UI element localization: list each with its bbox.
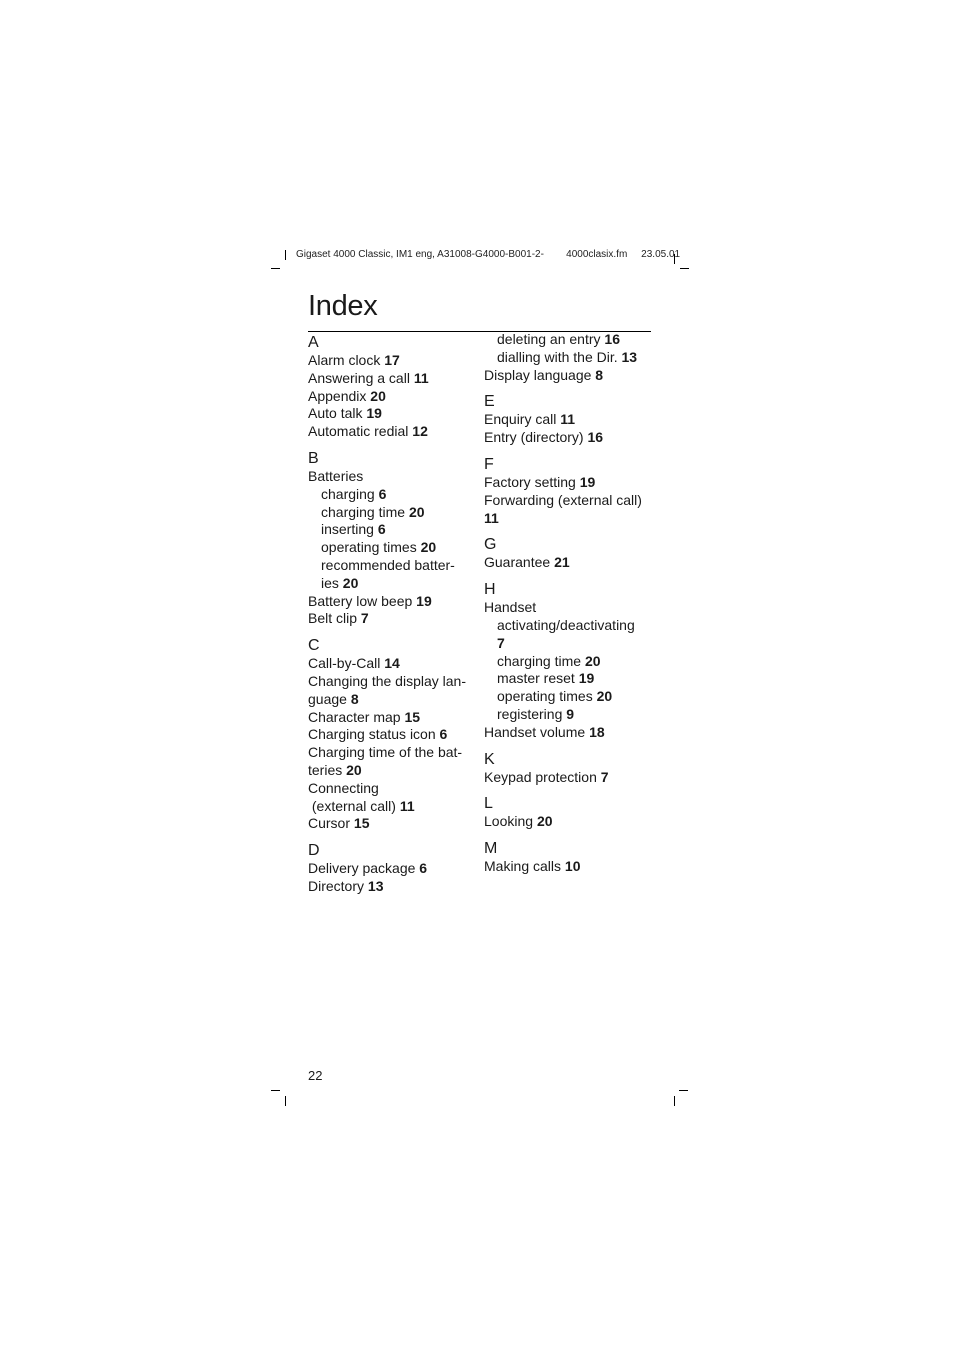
index-entry: [484, 411, 654, 429]
index-entry: [484, 492, 654, 510]
index-section: [308, 333, 478, 441]
entry-page-number: 17: [384, 352, 400, 368]
entry-page-number: 21: [554, 554, 570, 571]
entry-term: Enquiry call: [484, 411, 561, 428]
index-entry: [484, 331, 654, 349]
crop-mark-top-right-h: [680, 268, 689, 269]
index-section: [308, 636, 478, 833]
index-entry: [308, 521, 478, 539]
entry-page-number: 18: [589, 723, 605, 740]
section-letter: L: [484, 795, 493, 813]
index-section: [484, 535, 654, 572]
index-entry: [308, 655, 478, 673]
entry-term: Guarantee: [484, 554, 555, 571]
index-entry: [484, 653, 654, 671]
entry-page-number: 16: [604, 331, 620, 347]
entry-page-number: 9: [566, 705, 575, 722]
entry-term: Character map: [308, 708, 405, 725]
entry-term: teries: [308, 761, 347, 778]
page-number: 22: [308, 1068, 323, 1083]
index-entry: [484, 635, 654, 653]
entry-page-number: 20: [370, 387, 386, 404]
entry-term: Batteries: [308, 467, 364, 484]
entry-term: Looking: [484, 813, 537, 830]
index-column-left: [308, 331, 478, 896]
entry-term: Handset volume: [484, 723, 590, 740]
entry-term: charging: [321, 485, 379, 502]
entry-term: master reset: [497, 670, 579, 687]
section-letter: C: [308, 637, 320, 655]
entry-page-number: 20: [342, 574, 359, 591]
entry-page-number: 19: [578, 670, 595, 687]
index-entry: [308, 593, 478, 611]
entry-term: activating/deactivating: [497, 616, 635, 633]
index-entry: [484, 858, 654, 876]
index-section: [308, 841, 478, 896]
entry-page-number: 8: [350, 690, 359, 707]
section-letter: H: [484, 581, 496, 599]
crop-mark-bottom-left-h: [271, 1090, 280, 1091]
index-entry: [308, 423, 478, 441]
section-letter: G: [484, 536, 497, 554]
entry-term: charging time: [321, 503, 409, 520]
index-entry: [308, 468, 478, 486]
entry-page-number: 20: [584, 652, 601, 669]
document-header: Gigaset 4000 Classic, IM1 eng, A31008-G4000-B001-2- 4000clasix.fm 23.05.01: [296, 249, 681, 260]
index-column-right: [484, 331, 654, 876]
index-entry: [484, 474, 654, 492]
index-entry: [308, 860, 478, 878]
index-entry: [308, 370, 478, 388]
entry-page-number: 13: [367, 877, 384, 894]
index-entry: [484, 429, 654, 447]
entry-term: deleting an entry: [497, 331, 605, 347]
entry-page-number: 13: [621, 348, 638, 365]
entry-term: Automatic redial: [308, 423, 413, 440]
index-entry: [308, 726, 478, 744]
index-section: [484, 392, 654, 447]
entry-page-number: 7: [600, 768, 609, 785]
entry-page-number: 6: [377, 521, 386, 538]
index-entry: [484, 769, 654, 787]
entry-page-number: 19: [366, 405, 382, 422]
entry-term: (external call): [308, 797, 400, 814]
index-entry: [308, 691, 478, 709]
entry-term: Keypad protection: [484, 768, 601, 785]
entry-term: Factory setting: [484, 473, 580, 490]
entry-page-number: 20: [346, 761, 362, 778]
index-entry: [308, 815, 478, 833]
entry-term: Charging time of the bat-: [308, 744, 463, 761]
entry-term: Answering a call: [308, 369, 414, 386]
entry-page-number: 14: [384, 655, 400, 672]
page-title: Index: [308, 290, 378, 322]
entry-term: charging time: [497, 652, 585, 669]
entry-term: operating times: [321, 539, 421, 556]
entry-page-number: 11: [484, 509, 499, 526]
entry-term: inserting: [321, 521, 378, 538]
crop-mark-bottom-right-v: [674, 1096, 675, 1106]
crop-mark-top-left-v: [285, 250, 286, 260]
index-entry: [308, 405, 478, 423]
entry-term: Handset: [484, 599, 537, 616]
entry-page-number: 7: [497, 634, 505, 651]
entry-page-number: 8: [595, 366, 604, 383]
entry-page-number: 20: [408, 503, 425, 520]
entry-page-number: 6: [419, 860, 428, 877]
entry-page-number: 10: [564, 858, 581, 875]
entry-term: Entry (directory): [484, 429, 588, 446]
entry-term: Changing the display lan-: [308, 672, 466, 689]
entry-term: dialling with the Dir.: [497, 348, 622, 365]
entry-page-number: 11: [413, 369, 429, 386]
index-section: [484, 331, 654, 384]
entry-term: ies: [321, 574, 343, 591]
entry-term: Connecting: [308, 779, 379, 796]
entry-term: Call-by-Call: [308, 655, 385, 672]
entry-term: Appendix: [308, 387, 371, 404]
entry-page-number: 7: [360, 610, 369, 627]
index-entry: [484, 706, 654, 724]
index-entry: [308, 575, 478, 593]
section-letter: K: [484, 750, 495, 768]
section-letter: D: [308, 842, 320, 860]
index-entry: [308, 557, 478, 575]
crop-mark-bottom-left-v: [285, 1096, 286, 1106]
index-entry: [308, 486, 478, 504]
index-entry: [484, 813, 654, 831]
entry-page-number: 20: [536, 813, 553, 830]
index-entry: [484, 349, 654, 367]
section-letter: F: [484, 455, 494, 473]
entry-term: Alarm clock: [308, 352, 385, 368]
section-letter: B: [308, 449, 319, 467]
entry-page-number: 19: [579, 473, 596, 490]
entry-term: Cursor: [308, 815, 354, 832]
entry-term: operating times: [497, 688, 597, 705]
entry-page-number: 6: [378, 485, 387, 502]
entry-term: Forwarding (external call): [484, 491, 642, 508]
entry-page-number: 15: [404, 708, 421, 725]
index-entry: [308, 709, 478, 727]
index-section: [484, 839, 654, 876]
index-entry: [308, 504, 478, 522]
index-entry: [308, 798, 478, 816]
index-entry: [308, 744, 478, 762]
index-section: [308, 449, 478, 628]
entry-page-number: 20: [596, 688, 613, 705]
index-entry: [484, 599, 654, 617]
entry-term: Belt clip: [308, 610, 361, 627]
index-entry: [308, 352, 478, 370]
index-entry: [308, 780, 478, 798]
crop-mark-top-left-h: [271, 268, 280, 269]
entry-term: Auto talk: [308, 405, 367, 422]
crop-mark-bottom-right-h: [679, 1090, 688, 1091]
entry-page-number: 19: [416, 592, 432, 609]
entry-page-number: 6: [439, 726, 448, 743]
index-entry: [484, 510, 654, 528]
entry-page-number: 11: [560, 411, 576, 428]
entry-term: Battery low beep: [308, 592, 417, 609]
index-entry: [484, 688, 654, 706]
index-entry: [484, 367, 654, 385]
index-section: [484, 750, 654, 787]
entry-term: registering: [497, 705, 567, 722]
index-entry: [484, 670, 654, 688]
section-letter: M: [484, 840, 498, 858]
entry-term: recommended batter-: [321, 556, 455, 573]
index-entry: [484, 617, 654, 635]
entry-term: Making calls: [484, 858, 565, 875]
entry-page-number: 15: [353, 815, 370, 832]
index-entry: [308, 878, 478, 896]
entry-term: Display language: [484, 366, 596, 383]
entry-term: guage: [308, 690, 351, 707]
index-entry: [484, 554, 654, 572]
index-section: [484, 794, 654, 831]
index-section: [484, 580, 654, 741]
entry-term: Charging status icon: [308, 726, 440, 743]
index-entry: [308, 610, 478, 628]
entry-page-number: 20: [420, 539, 437, 556]
index-entry: [308, 539, 478, 557]
entry-page-number: 16: [587, 429, 604, 446]
index-entry: [308, 762, 478, 780]
index-entry: [308, 673, 478, 691]
entry-page-number: 12: [412, 423, 428, 440]
entry-page-number: 11: [399, 797, 415, 814]
section-letter: E: [484, 393, 495, 411]
section-letter: A: [308, 334, 319, 351]
index-entry: [308, 388, 478, 406]
index-section: [484, 455, 654, 527]
entry-term: Delivery package: [308, 860, 420, 877]
entry-term: Directory: [308, 877, 368, 894]
index-entry: [484, 724, 654, 742]
